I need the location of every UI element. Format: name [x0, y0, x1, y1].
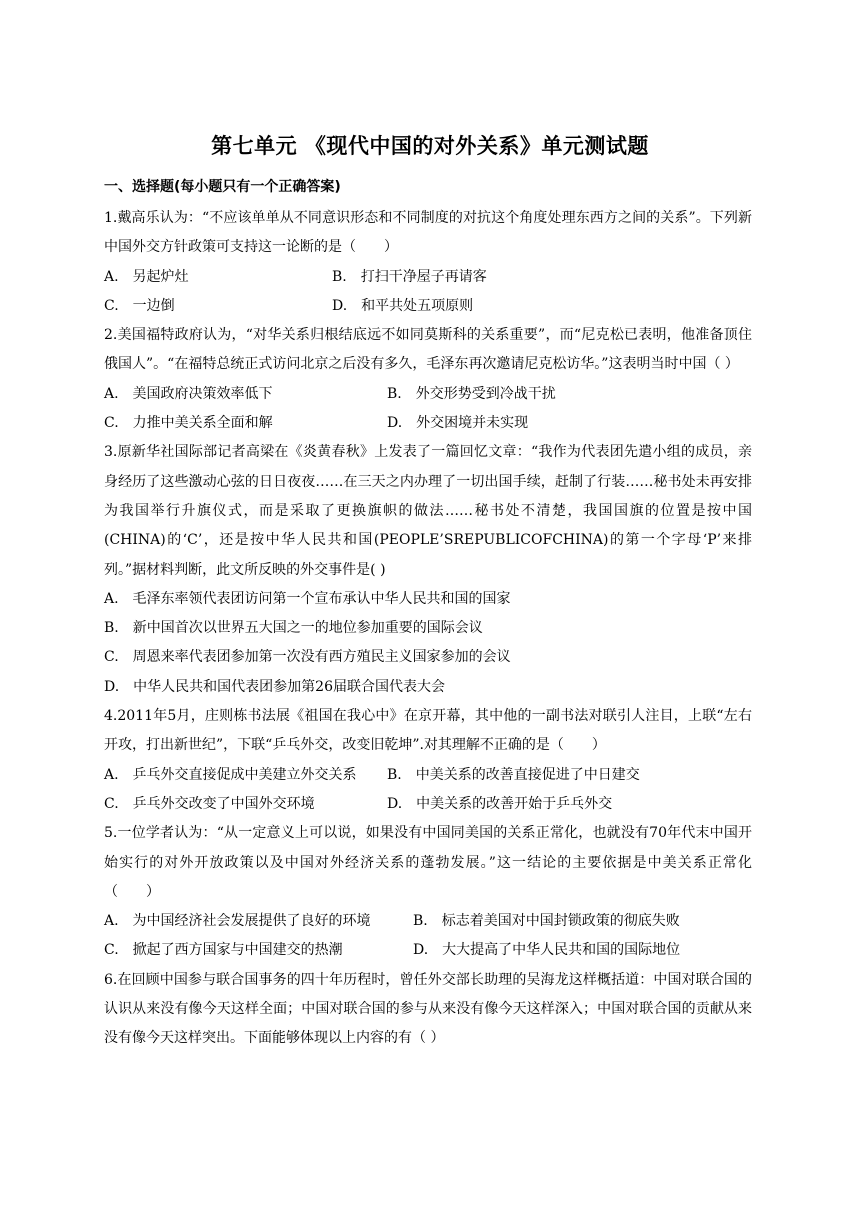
option-row [104, 380, 752, 409]
option-a: A. 为中国经济社会发展提供了良好的环境 [104, 913, 371, 930]
option-c: C. 周恩来率代表团参加第一次没有西方殖民主义国家参加的会议 [104, 649, 511, 666]
question-stem: 4.2011年5月，庄则栋书法展《祖国在我心中》在京开幕，其中他的一副书法对联引人注目，上联“左右开攻，打出新世纪”，下联“乒乓外交，改变旧乾坤”.对其理解不正确的是（ ） [104, 708, 752, 754]
option-a: A. 另起炉灶 [104, 268, 189, 285]
option-row [104, 907, 752, 936]
option-c: C. 掀起了西方国家与中国建交的热潮 [104, 942, 343, 959]
option-row [104, 292, 752, 321]
option-c: C. 力推中美关系全面和解 [104, 415, 273, 432]
option-row [104, 761, 752, 790]
option-a: A. 美国政府决策效率低下 [104, 385, 273, 402]
option-d: D. 外交困境并未实现 [387, 415, 529, 432]
option-d: D. 和平共处五项原则 [332, 297, 474, 314]
option-b: B. 中美关系的改善直接促进了中日建交 [387, 766, 640, 783]
question-list [104, 204, 752, 1054]
page-title: 第七单元 《现代中国的对外关系》单元测试题 [211, 134, 649, 158]
option-b: B. 新中国首次以世界五大国之一的地位参加重要的国际会议 [104, 620, 483, 637]
section-heading: 一、选择题(每小题只有一个正确答案) [104, 179, 341, 195]
option-row [104, 263, 752, 292]
option-b: B. 标志着美国对中国封锁政策的彻底失败 [413, 913, 680, 930]
option-a: A. 乒乓外交直接促成中美建立外交关系 [104, 766, 357, 783]
option-c: C. 乒乓外交改变了中国外交环境 [104, 795, 315, 812]
option-b: B. 外交形势受到冷战干扰 [387, 385, 556, 402]
question-stem: 1.戴高乐认为：“不应该单单从不同意识形态和不同制度的对抗这个角度处理东西方之间的关系”。下列新中国外交方针政策可支持这一论断的是（ ） [104, 210, 752, 256]
question-stem: 2.美国福特政府认为，“对华关系归根结底远不如同莫斯科的关系重要”，而“尼克松已表明，他准备顶住俄国人”。“在福特总统正式访问北京之后没有多久，毛泽东再次邀请尼克松访华。”这表明当时中国（ ） [104, 327, 752, 373]
option-row [104, 936, 752, 965]
option-d: D. 中华人民共和国代表团参加第26届联合国代表大会 [104, 678, 445, 695]
option-c: C. 一边倒 [104, 297, 175, 314]
question-stem: 6.在回顾中国参与联合国事务的四十年历程时，曾任外交部长助理的吴海龙这样概括道：中国对联合国的认识从来没有像今天这样全面；中国对联合国的参与从来没有像今天这样深入；中国对联合国的贡献从来没有像今天这样突出。下面能够体现以上内容的有（ ） [104, 971, 752, 1047]
option-row [104, 409, 752, 438]
option-b: B. 打扫干净屋子再请客 [332, 268, 487, 285]
option-d: D. 中美关系的改善开始于乒乓外交 [387, 795, 613, 812]
option-row [104, 790, 752, 819]
option-a: A. 毛泽东率领代表团访问第一个宣布承认中华人民共和国的国家 [104, 590, 511, 607]
option-d: D. 大大提高了中华人民共和国的国际地位 [413, 942, 681, 959]
question-stem: 3.原新华社国际部记者高梁在《炎黄春秋》上发表了一篇回忆文章：“我作为代表团先遣小组的成员，亲身经历了这些激动心弦的日日夜夜……在三天之内办理了一切出国手续，赶制了行装……秘书处未再安排为我国举行升旗仪式，而是采取了更换旗帜的做法……秘书处不清楚，我国国旗的位置是按中国(CHINA)的‘C’，还是按中华人民共和国(PEOPLE’SREPUBLICOFCHINA)的第一个字母‘P’来排列。”据材料判断，此文所反映的外交事件是( ) [104, 444, 752, 578]
question-stem: 5.一位学者认为：“从一定意义上可以说，如果没有中国同美国的关系正常化，也就没有70年代末中国开始实行的对外开放政策以及中国对外经济关系的蓬勃发展。”这一结论的主要依据是中美关系正常化（ ） [104, 825, 752, 900]
